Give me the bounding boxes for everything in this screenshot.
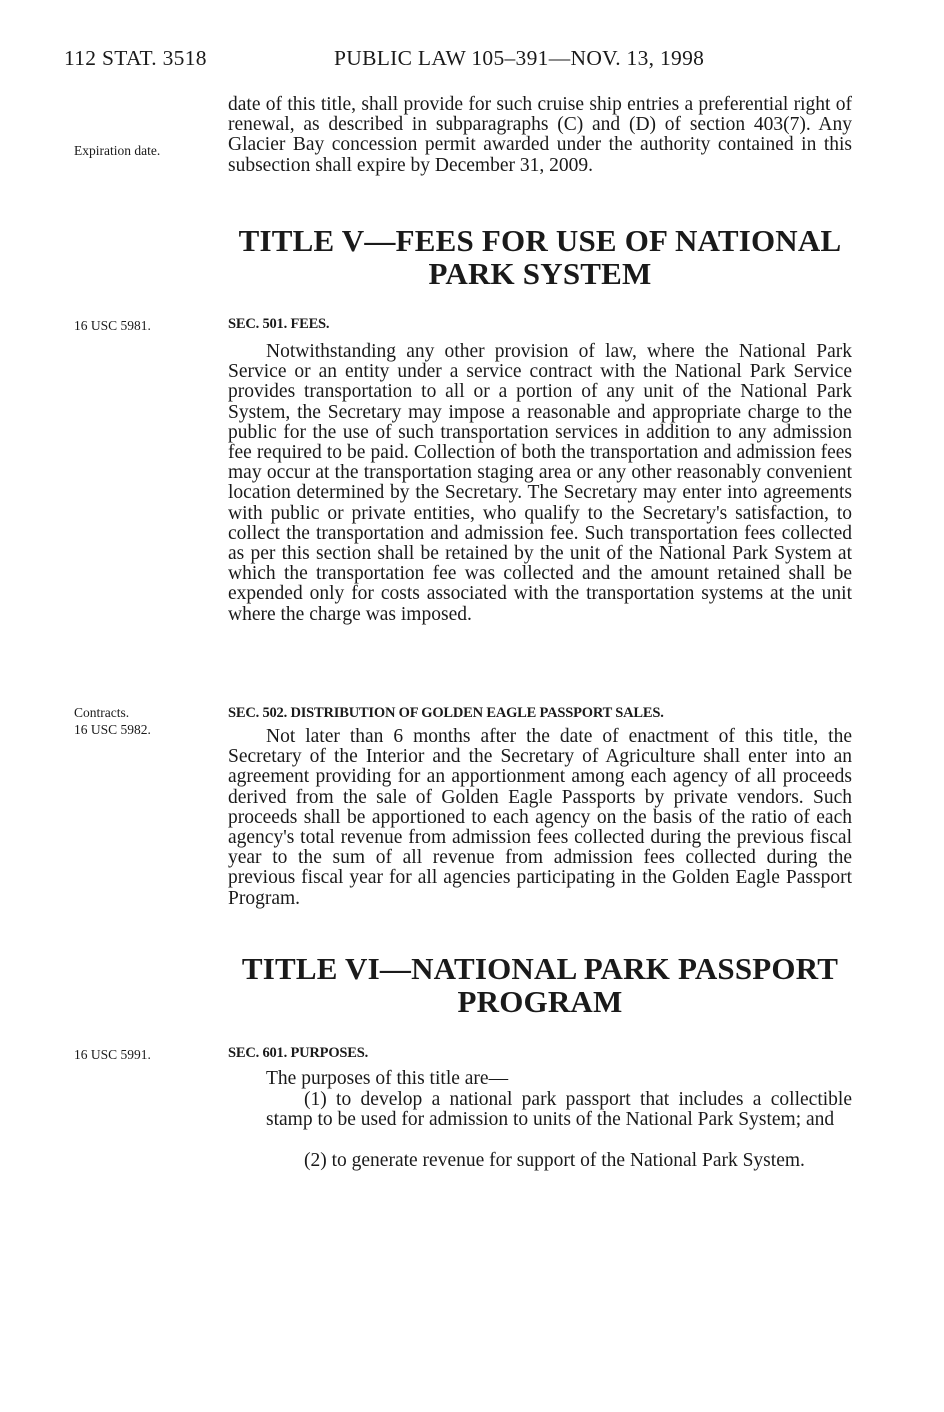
purpose-item-2: (2) to generate revenue for support of the National Park System. [304,1150,805,1171]
section-502-heading: SEC. 502. DISTRIBUTION OF GOLDEN EAGLE PASSPORT SALES. [228,705,664,721]
title-v-line2: PARK SYSTEM [428,256,652,291]
section-601-heading: SEC. 601. PURPOSES. [228,1045,369,1061]
section-502-text: Not later than 6 months after the date of enactment of this title, the Secretary of the Interior and the Secretary of Agriculture shall enter into an agreement providing for an apportionment among each agency of all proceeds derived from the sale of Golden Eagle Passports by private vendors. Such proceeds shall be apportioned to each agency on the basis of the ratio of each agency's total revenue from admission fees collected during the previous fiscal year to the sum of all revenue from admission fees collected during the previous fiscal year for all agencies participating in the Golden Eagle Passport Program. [228,726,852,909]
margin-note-usc-5981: 16 USC 5981. [74,318,151,333]
section-501-heading: SEC. 501. FEES. [228,316,330,332]
title-v-heading [228,224,852,290]
continuation-paragraph: date of this title, shall provide for such cruise ship entries a preferential right of renewal, as described in subparagraphs (C) and (D) of section 403(7). Any Glacier Bay concession permit awarded under the authority contained in this subsection shall expire by December 31, 2009. [228,94,852,176]
purpose-item-1: (1) to develop a national park passport that includes a collectible stamp to be used for admission to units of the National Park System; and [266,1089,852,1131]
margin-note-usc-5991: 16 USC 5991. [74,1047,151,1062]
title-vi-line2: PROGRAM [457,984,623,1019]
public-law-header: PUBLIC LAW 105–391—NOV. 13, 1998 [334,46,705,70]
margin-note-expiration: Expiration date. [74,143,161,158]
title-v-line1: TITLE V—FEES FOR USE OF NATIONAL [238,223,842,258]
statute-citation: 112 STAT. 3518 [64,46,207,70]
section-601-intro: The purposes of this title are— [266,1068,509,1089]
margin-note-contracts: Contracts. [74,705,130,720]
section-501-text: Notwithstanding any other provision of law, where the National Park Service or an entity under a service contract with the National Park Service provides transportation to all or a portion of any unit of the National Park System, the Secretary may impose a reasonable and appropriate charge to the public for the use of such transportation services in addition to any admission fee required to be paid. Collection of both the transportation and admission fees may occur at the transportation staging area or any other reasonably convenient location determined by the Secretary. The Secretary may enter into agreements with public or private entities, who qualify to the Secretary's satisfaction, to collect the transportation and admission fee. Such transportation fees collected as per this section shall be retained by the unit of the National Park System at which the transportation fee was collected and the amount retained shall be expended only for costs associated with the transportation systems at the unit where the charge was imposed. [228,341,852,625]
margin-note-usc-5982: 16 USC 5982. [74,722,151,737]
title-vi-heading [228,952,852,1018]
title-vi-line1: TITLE VI—NATIONAL PARK PASSPORT [241,951,839,986]
